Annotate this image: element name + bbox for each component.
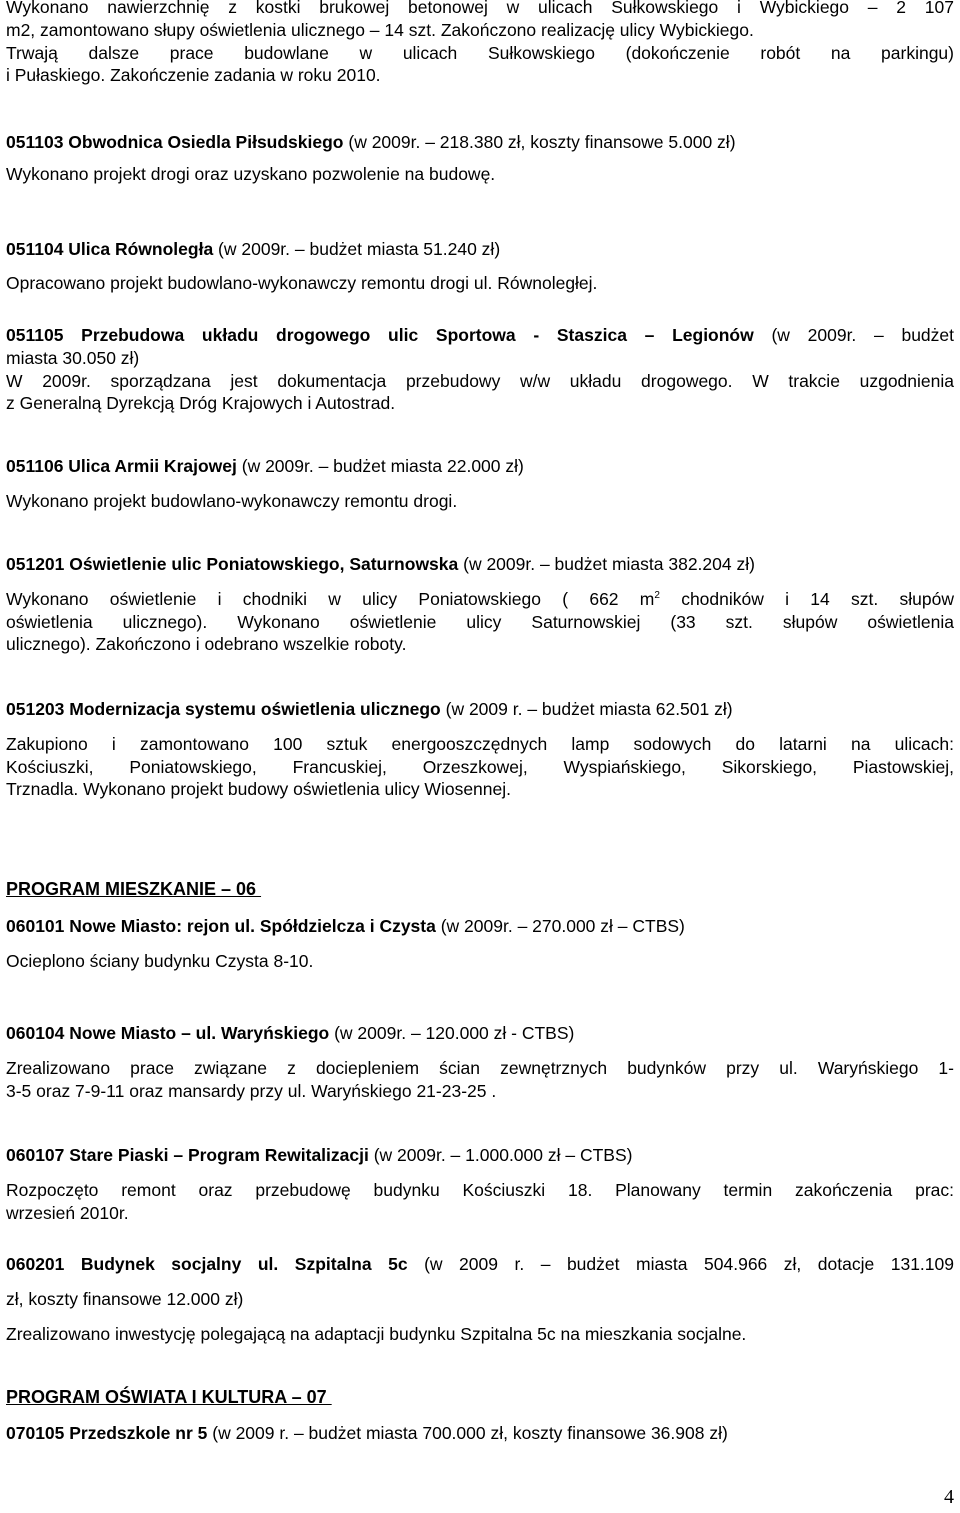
- entry-051203: [6, 698, 954, 801]
- entry-budget: (w 2009 r. – budżet miasta 700.000 zł, koszty finansowe 36.908 zł): [207, 1423, 728, 1443]
- entry-060201: [6, 1253, 954, 1345]
- entry-description-cont: Trznadla. Wykonano projekt budowy oświetlenia ulicy Wiosennej.: [6, 779, 511, 800]
- entry-description: Opracowano projekt budowlano-wykonawczy remontu drogi ul. Równoległej.: [6, 272, 598, 293]
- entry-budget: (w 2009 r. – budżet miasta 62.501 zł): [440, 699, 733, 719]
- entry-description-cont: 3-5 oraz 7-9-11 oraz mansardy przy ul. Waryńskiego 21-23-25 .: [6, 1080, 497, 1101]
- page-number: 4: [944, 1486, 954, 1508]
- entry-heading: [6, 1253, 954, 1276]
- entry-budget: (w 2009 r. – budżet miasta 504.966 zł, dotacje 131.109: [407, 1254, 954, 1274]
- entry-070105: [6, 1422, 954, 1445]
- entry-description: [6, 588, 954, 611]
- entry-description-cont: wrzesień 2010r.: [6, 1202, 129, 1223]
- entry-heading: [6, 324, 954, 347]
- entry-060101: [6, 915, 954, 973]
- entry-title: 060107 Stare Piaski – Program Rewitalizacji: [6, 1145, 369, 1165]
- entry-051105: [6, 324, 954, 415]
- entry-title: 060201 Budynek socjalny ul. Szpitalna 5c: [6, 1254, 408, 1274]
- entry-description: Wykonano projekt budowlano-wykonawczy remontu drogi.: [6, 490, 458, 511]
- entry-description-cont: oświetlenia ulicznego). Wykonano oświetlenie ulicy Saturnowskiej (33 szt. słupów oświetlenia: [6, 611, 954, 632]
- entry-051201: [6, 553, 954, 656]
- entry-budget: (w 2009r. – budżet miasta 51.240 zł): [213, 239, 501, 259]
- entry-title: 051104 Ulica Równoległa: [6, 239, 214, 259]
- entry-description: Rozpoczęto remont oraz przebudowę budynku Kościuszki 18. Planowany termin zakończenia prac:: [6, 1179, 954, 1200]
- entry-budget: (w 2009r. – budżet miasta 382.204 zł): [458, 554, 755, 574]
- entry-description: Zrealizowano prace związane z dociepleniem ścian zewnętrznych budynków przy ul. Waryńskiego 1-: [6, 1057, 954, 1078]
- entry-budget: (w 2009r. – 1.000.000 zł – CTBS): [368, 1145, 633, 1165]
- entry-description: W 2009r. sporządzana jest dokumentacja przebudowy w/w układu drogowego. W trakcie uzgodnienia: [6, 370, 954, 391]
- entry-budget: (w 2009r. – 270.000 zł – CTBS): [435, 916, 685, 936]
- entry-description-cont: ulicznego). Zakończono i odebrano wszelkie roboty.: [6, 634, 407, 655]
- entry-title: 051103 Obwodnica Osiedla Piłsudskiego: [6, 132, 344, 152]
- entry-heading: [6, 238, 954, 261]
- entry-heading: [6, 1144, 954, 1167]
- entry-heading: [6, 553, 954, 576]
- entry-title: 060101 Nowe Miasto: rejon ul. Spółdzielcza i Czysta: [6, 916, 436, 936]
- entry-heading-cont: miasta 30.050 zł): [6, 347, 140, 368]
- entry-budget: (w 2009r. – budżet: [753, 325, 954, 345]
- description-text: chodników i 14 szt. słupów: [659, 588, 954, 609]
- entry-060107: [6, 1144, 954, 1224]
- program-heading-06: PROGRAM MIESZKANIE – 06: [6, 879, 262, 899]
- entry-description: Ocieplono ściany budynku Czysta 8-10.: [6, 950, 314, 971]
- intro-paragraph: [6, 0, 954, 87]
- entry-051106: [6, 455, 954, 513]
- entry-description: Wykonano projekt drogi oraz uzyskano pozwolenie na budowę.: [6, 163, 496, 184]
- entry-heading: [6, 698, 954, 721]
- intro-line-1: Wykonano nawierzchnię z kostki brukowej betonowej w ulicach Sułkowskiego i Wybickiego – 2 107: [6, 0, 954, 17]
- entry-title: 051105 Przebudowa układu drogowego ulic Sportowa - Staszica – Legionów: [6, 325, 754, 345]
- program-heading-07: PROGRAM OŚWIATA I KULTURA – 07: [6, 1387, 332, 1407]
- entry-title: 051201 Oświetlenie ulic Poniatowskiego, Saturnowska: [6, 554, 459, 574]
- entry-title: 060104 Nowe Miasto – ul. Waryńskiego: [6, 1023, 330, 1043]
- entry-description-cont: z Generalną Dyrekcją Dróg Krajowych i Autostrad.: [6, 393, 396, 414]
- entry-051104: [6, 238, 954, 295]
- intro-line-4: i Pułaskiego. Zakończenie zadania w roku 2010.: [6, 65, 381, 86]
- entry-title: 051106 Ulica Armii Krajowej: [6, 456, 237, 476]
- entry-budget: (w 2009r. – 120.000 zł - CTBS): [329, 1023, 575, 1043]
- entry-heading-cont: zł, koszty finansowe 12.000 zł): [6, 1288, 244, 1309]
- entry-title: 070105 Przedszkole nr 5: [6, 1423, 208, 1443]
- entry-051103: [6, 131, 954, 186]
- entry-description: Zakupiono i zamontowano 100 sztuk energooszczędnych lamp sodowych do latarni na ulicach:: [6, 733, 954, 754]
- superscript: 2: [654, 589, 660, 601]
- entry-heading: [6, 915, 954, 938]
- intro-line-2: m2, zamontowano słupy oświetlenia ulicznego – 14 szt. Zakończono realizację ulicy Wybickiego.: [6, 19, 754, 40]
- entry-heading: [6, 1022, 954, 1045]
- description-text: Wykonano oświetlenie i chodniki w ulicy Poniatowskiego ( 662 m: [6, 588, 655, 609]
- entry-heading: [6, 1422, 954, 1445]
- entry-title: 051203 Modernizacja systemu oświetlenia ulicznego: [6, 699, 441, 719]
- entry-description-cont: Kościuszki, Poniatowskiego, Francuskiej, Orzeszkowej, Wyspiańskiego, Sikorskiego, Piastowskiej,: [6, 756, 954, 777]
- intro-line-3: Trwają dalsze prace budowlane w ulicach Sułkowskiego (dokończenie robót na parkingu): [6, 42, 954, 63]
- entry-budget: (w 2009r. – 218.380 zł, koszty finansowe 5.000 zł): [343, 132, 736, 152]
- entry-heading: [6, 455, 954, 478]
- entry-heading: [6, 131, 954, 154]
- entry-060104: [6, 1022, 954, 1102]
- entry-description: Zrealizowano inwestycję polegającą na adaptacji budynku Szpitalna 5c na mieszkania socjalne.: [6, 1323, 747, 1344]
- entry-budget: (w 2009r. – budżet miasta 22.000 zł): [236, 456, 524, 476]
